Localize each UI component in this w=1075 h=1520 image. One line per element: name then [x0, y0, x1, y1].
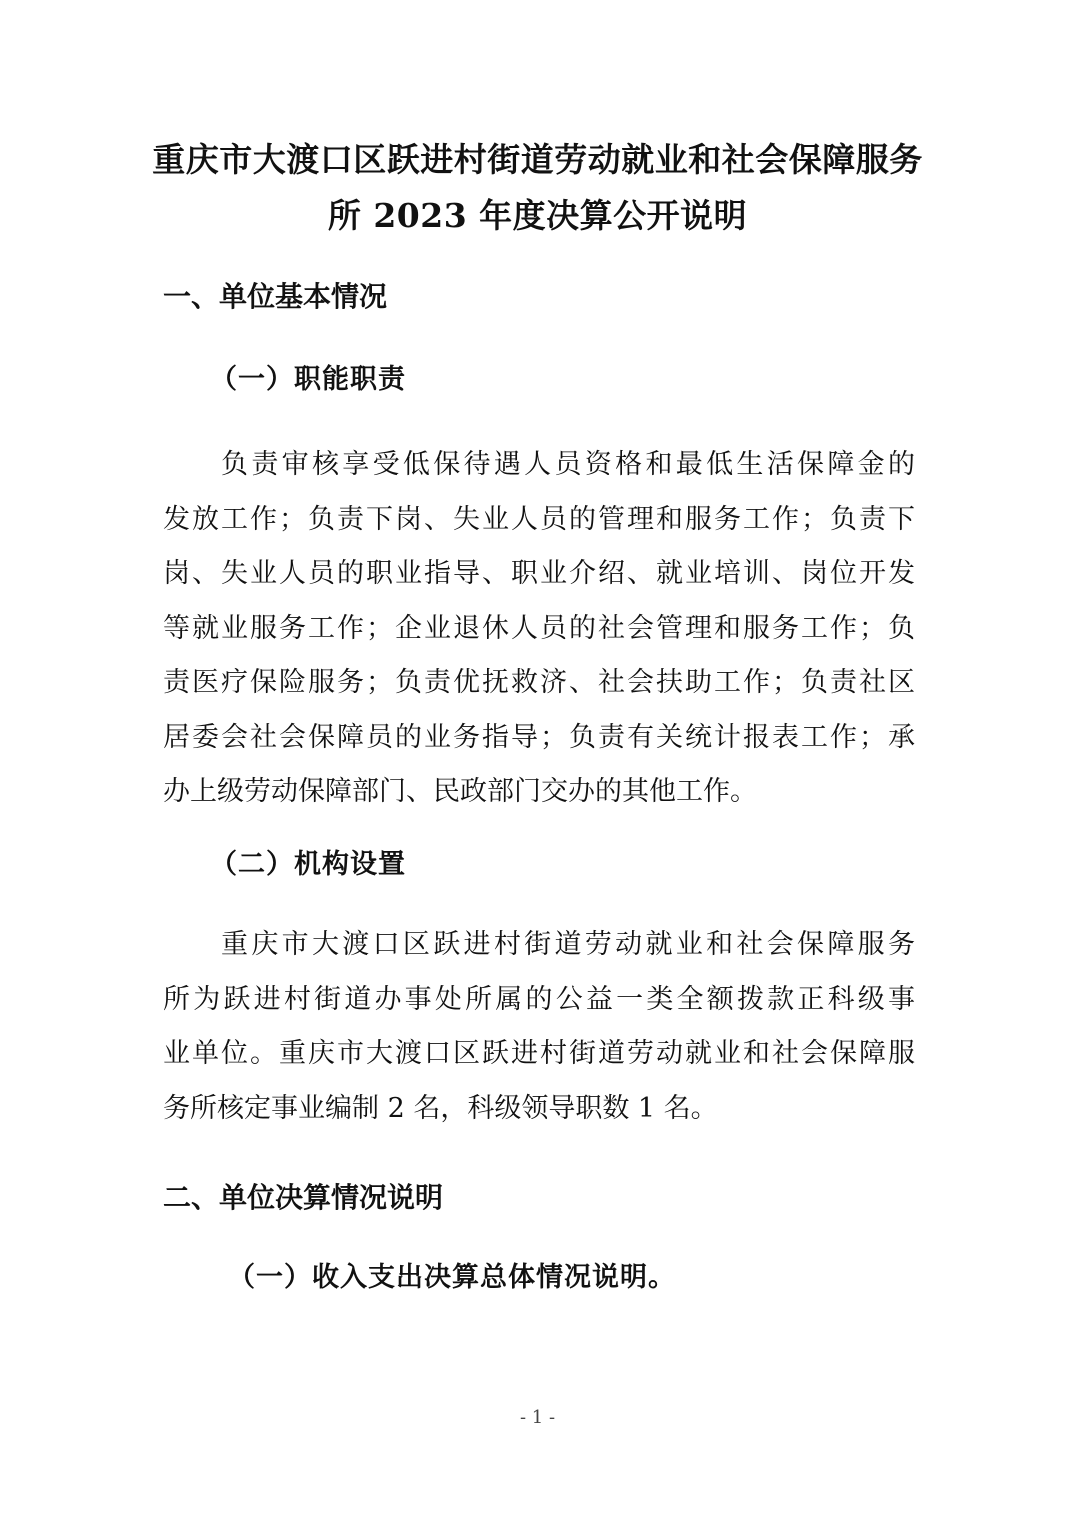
title-line-1: 重庆市大渡口区跃进村街道劳动就业和社会保障服务 [152, 140, 923, 179]
subsection-heading-functions: （一）职能职责 [210, 364, 406, 395]
section-heading-final-accounts: 二、单位决算情况说明 [163, 1181, 444, 1214]
paragraph-line: 负责审核享受低保待遇人员资格和最低生活保障金的 [221, 449, 915, 480]
paragraph-line: 岗、失业人员的职业指导、职业介绍、就业培训、岗位开发 [163, 558, 915, 589]
paragraph-line: 发放工作；负责下岗、失业人员的管理和服务工作；负责下 [163, 503, 915, 535]
paragraph-line: 所为跃进村街道办事处所属的公益一类全额拨款正科级事 [163, 983, 915, 1015]
paragraph-line: 务所核定事业编制 2 名，科级领导职数 1 名。 [163, 1092, 718, 1124]
subsection-heading-income-expenditure: （一）收入支出决算总体情况说明。 [228, 1262, 676, 1293]
page-number: - 1 - [519, 1407, 556, 1428]
section-heading-basic-info: 一、单位基本情况 [163, 280, 388, 313]
functions-paragraph [163, 438, 915, 820]
paragraph-line: 等就业服务工作；企业退休人员的社会管理和服务工作；负 [163, 612, 915, 644]
paragraph-line: 责医疗保险服务；负责优抚救济、社会扶助工作；负责社区 [163, 667, 915, 698]
paragraph-line: 重庆市大渡口区跃进村街道劳动就业和社会保障服务 [221, 929, 915, 960]
organization-paragraph [163, 918, 915, 1136]
paragraph-line: 居委会社会保障员的业务指导；负责有关统计报表工作；承 [163, 721, 915, 753]
subsection-heading-organization: （二）机构设置 [210, 849, 406, 880]
document-title [150, 132, 925, 244]
paragraph-line: 办上级劳动保障部门、民政部门交办的其他工作。 [163, 776, 757, 807]
title-line-2: 所 2023 年度决算公开说明 [327, 196, 748, 235]
paragraph-line: 业单位。重庆市大渡口区跃进村街道劳动就业和社会保障服 [163, 1038, 915, 1069]
